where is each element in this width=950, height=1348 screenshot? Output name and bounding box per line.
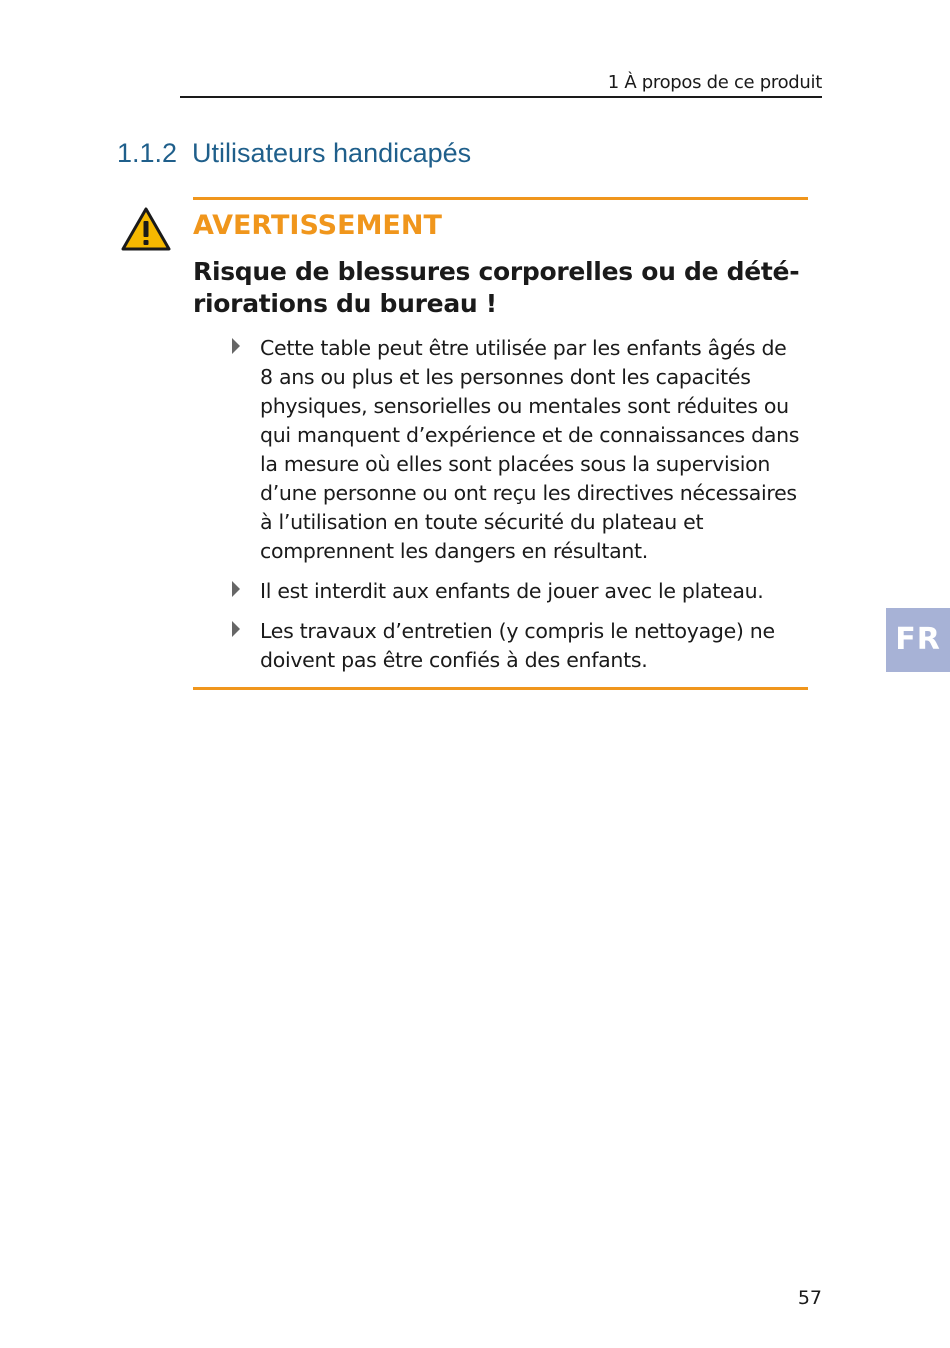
warning-item-line: Les travaux d’entretien (y compris le nettoyage) ne xyxy=(260,619,775,643)
warning-top-rule xyxy=(193,197,808,200)
page-number: 57 xyxy=(797,1287,822,1309)
language-tab: FR xyxy=(886,608,950,672)
warning-subtitle-line: riorations du bureau ! xyxy=(193,289,497,318)
warning-item-line: qui manquent d’expérience et de connaissances dans xyxy=(260,423,800,447)
section-title: Utilisateurs handicapés xyxy=(192,138,472,168)
bullet-arrow-icon xyxy=(232,581,240,597)
warning-item-line: à l’utilisation en toute sécurité du plateau et xyxy=(260,510,704,534)
warning-item-line: Cette table peut être utilisée par les enfants âgés de xyxy=(260,336,787,360)
warning-item-line: 8 ans ou plus et les personnes dont les capacités xyxy=(260,365,751,389)
bullet-arrow-icon xyxy=(232,338,240,354)
warning-item-line: d’une personne ou ont reçu les directives nécessaires xyxy=(260,481,797,505)
warning-item-line: la mesure où elles sont placées sous la supervision xyxy=(260,452,771,476)
warning-item-line: physiques, sensorielles ou mentales sont réduites ou xyxy=(260,394,789,418)
section-heading xyxy=(117,136,767,170)
section-number: 1.1.2 xyxy=(117,138,178,168)
warning-triangle-icon xyxy=(120,206,172,252)
running-header: 1 À propos de ce produit xyxy=(607,72,822,93)
warning-item-line: Il est interdit aux enfants de jouer avec le plateau. xyxy=(260,579,764,603)
warning-subtitle xyxy=(193,256,813,320)
warning-bottom-rule xyxy=(193,687,808,690)
header-rule xyxy=(180,96,822,98)
warning-list-item xyxy=(228,617,818,675)
warning-list xyxy=(228,334,818,686)
warning-item-line: doivent pas être confiés à des enfants. xyxy=(260,648,648,672)
bullet-arrow-icon xyxy=(232,621,240,637)
warning-list-item xyxy=(228,334,818,566)
warning-heading: AVERTISSEMENT xyxy=(193,210,442,241)
warning-item-line: comprennent les dangers en résultant. xyxy=(260,539,648,563)
warning-subtitle-line: Risque de blessures corporelles ou de dété- xyxy=(193,257,800,286)
warning-list-item xyxy=(228,577,818,606)
